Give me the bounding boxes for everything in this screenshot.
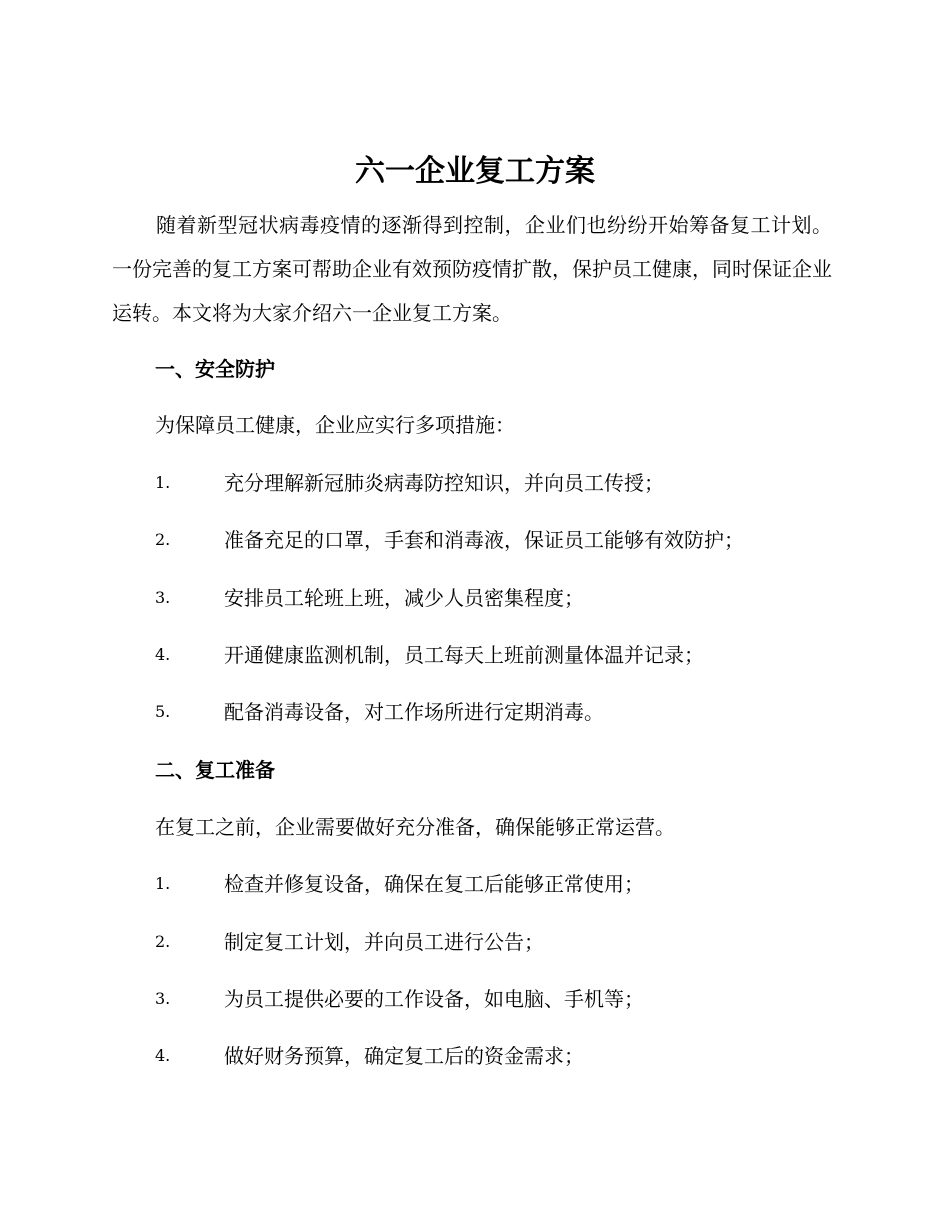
list-item bbox=[155, 640, 855, 670]
list-item bbox=[155, 1041, 855, 1071]
list-item-text: 制定复工计划，并向员工进行公告； bbox=[224, 930, 544, 954]
list-item bbox=[155, 984, 855, 1014]
list-item bbox=[155, 583, 855, 613]
document-title: 六一企业复工方案 bbox=[355, 154, 595, 189]
list-item-text: 做好财务预算，确定复工后的资金需求； bbox=[224, 1044, 584, 1068]
list-item-number: 4. bbox=[155, 1046, 171, 1065]
list-item-number: 1. bbox=[155, 473, 171, 492]
list-item bbox=[155, 697, 855, 727]
list-item-number: 4. bbox=[155, 645, 171, 664]
list-item-number: 3. bbox=[155, 588, 171, 607]
list-item-text: 安排员工轮班上班，减少人员密集程度； bbox=[224, 586, 584, 610]
section-heading-preparation: 二、复工准备 bbox=[155, 758, 275, 782]
list-item-number: 5. bbox=[155, 702, 171, 721]
list-item-number: 1. bbox=[155, 874, 171, 893]
list-item-text: 开通健康监测机制，员工每天上班前测量体温并记录； bbox=[224, 643, 704, 667]
list-item-number: 3. bbox=[155, 989, 171, 1008]
list-item bbox=[155, 525, 855, 555]
list-item bbox=[155, 927, 855, 957]
list-item-text: 检查并修复设备，确保在复工后能够正常使用； bbox=[224, 872, 644, 896]
intro-paragraph: 随着新型冠状病毒疫情的逐渐得到控制，企业们也纷纷开始筹备复工计划。一份完善的复工方案可帮助企业有效预防疫情扩散，保护员工健康，同时保证企业运转。本文将为大家介绍六一企业复工方案。 bbox=[112, 213, 832, 325]
list-item-text: 准备充足的口罩，手套和消毒液，保证员工能够有效防护； bbox=[224, 528, 744, 552]
list-item-number: 2. bbox=[155, 530, 171, 549]
section-heading-safety: 一、安全防护 bbox=[155, 357, 275, 381]
list-item bbox=[155, 468, 855, 498]
list-item-text: 配备消毒设备，对工作场所进行定期消毒。 bbox=[224, 700, 604, 724]
list-item-text: 为员工提供必要的工作设备，如电脑、手机等； bbox=[224, 987, 644, 1011]
list-item bbox=[155, 869, 855, 899]
list-item-number: 2. bbox=[155, 932, 171, 951]
section-lead-preparation: 在复工之前，企业需要做好充分准备，确保能够正常运营。 bbox=[155, 815, 675, 839]
section-lead-safety: 为保障员工健康，企业应实行多项措施： bbox=[155, 413, 515, 437]
list-item-text: 充分理解新冠肺炎病毒防控知识，并向员工传授； bbox=[224, 471, 664, 495]
